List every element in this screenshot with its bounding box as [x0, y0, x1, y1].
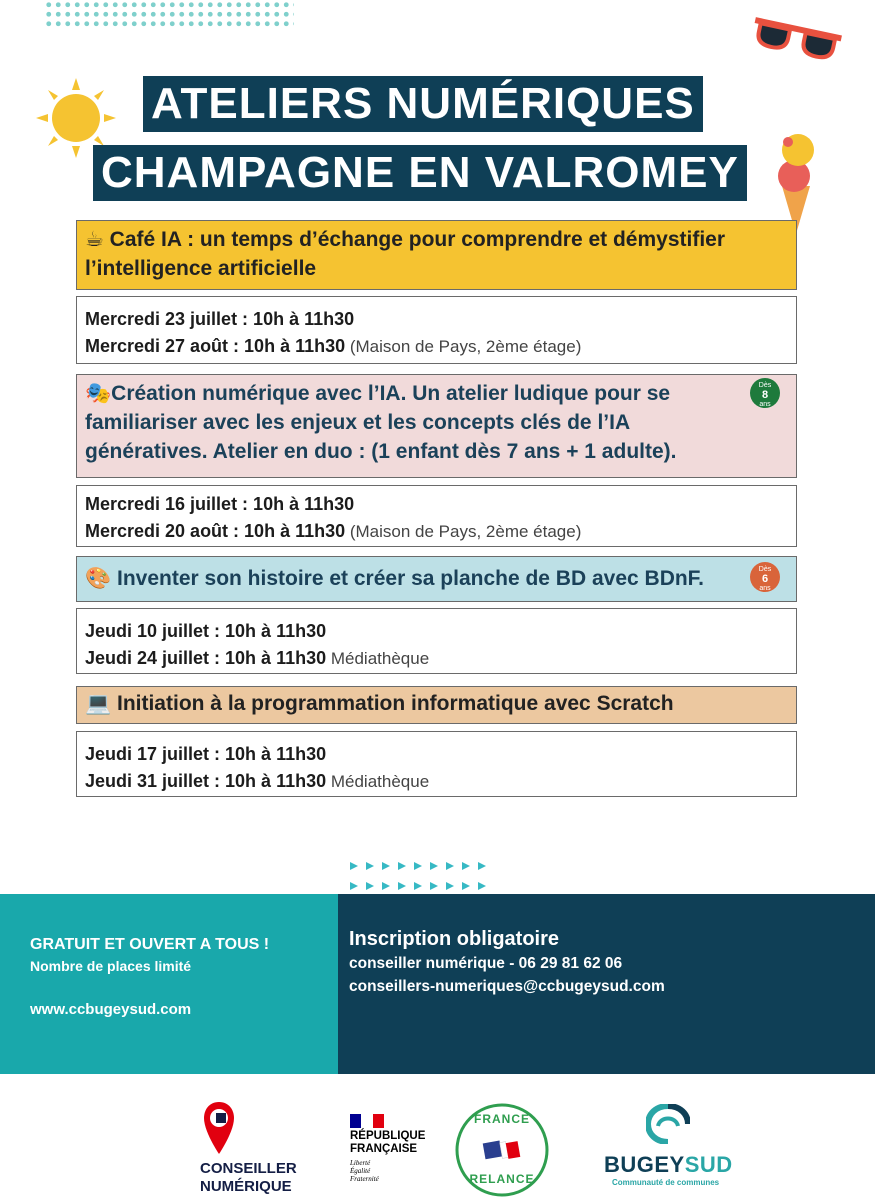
bugeysud-logo	[604, 1104, 734, 1194]
conseiller-numerique-logo	[196, 1100, 312, 1200]
republique-francaise-logo	[350, 1114, 440, 1194]
age-badge-8	[750, 378, 780, 408]
website-link[interactable]: www.ccbugeysud.com	[30, 1001, 192, 1018]
workshop-heading: ☕ Café IA : un temps d’échange pour comprendre et démystifier l’intelligence artificielle	[85, 228, 726, 280]
workshop-cafe-ia-heading-box	[76, 220, 797, 290]
decorative-dots	[44, 0, 294, 28]
age-badge-label: Dès	[758, 566, 772, 573]
workshop-bd-heading-box	[76, 556, 797, 602]
sunglasses-icon	[748, 12, 844, 68]
bugey-subtitle: Communauté de communes	[612, 1178, 720, 1187]
session-location: Médiathèque	[326, 772, 430, 791]
workshop-scratch-heading-box	[76, 686, 797, 724]
motto-line2: Égalité	[350, 1167, 371, 1175]
workshop-heading: 💻 Initiation à la programmation informatique avec Scratch	[85, 692, 674, 715]
workshop-creation-ia-heading-box	[76, 374, 797, 478]
france-relance-logo	[454, 1102, 550, 1198]
bugeysud-wave-icon	[646, 1104, 690, 1144]
title-line-2: CHAMPAGNE EN VALROMEY	[93, 145, 747, 201]
session-line	[85, 333, 788, 360]
session-date: Jeudi 10 juillet : 10h à 11h30	[85, 621, 327, 641]
limited-places-text: Nombre de places limité	[30, 958, 192, 974]
session-date: Mercredi 23 juillet : 10h à 11h30	[85, 309, 355, 329]
bugey-name-part1: BUGEY	[604, 1152, 685, 1177]
motto-line3: Fraternité	[350, 1175, 379, 1183]
location-pin-icon	[202, 1100, 236, 1156]
conseiller-logo-line1: CONSEILLER	[200, 1160, 297, 1177]
registration-title: Inscription obligatoire	[349, 928, 560, 950]
session-line	[85, 768, 788, 795]
republique-line1: RÉPUBLIQUE	[350, 1130, 426, 1142]
age-badge-number: 8	[761, 389, 769, 401]
session-line	[85, 518, 788, 545]
workshop-heading: 🎭Création numérique avec l’IA. Un atelier ludique pour se familiariser avec les enjeux et les concepts clés de l’IA génératives. Atelier en duo : (1 enfant dès 7 ans + 1 adulte).	[85, 382, 677, 463]
age-badge-number: 6	[761, 573, 769, 585]
footer-info-panel	[0, 894, 338, 1074]
conseiller-logo-line2: NUMÉRIQUE	[200, 1178, 292, 1195]
session-line	[85, 491, 788, 518]
marianne-flag-icon	[350, 1114, 384, 1128]
workshop-creation-ia-schedule	[76, 485, 797, 547]
free-open-text: GRATUIT ET OUVERT A TOUS !	[30, 936, 270, 953]
bugey-name-part2: SUD	[684, 1152, 733, 1177]
footer-registration-panel	[338, 894, 875, 1074]
email-contact[interactable]: conseillers-numeriques@ccbugeysud.com	[349, 978, 665, 995]
relance-bottom-text: RELANCE	[469, 1172, 535, 1186]
session-date: Jeudi 17 juillet : 10h à 11h30	[85, 744, 327, 764]
session-location: (Maison de Pays, 2ème étage)	[345, 522, 582, 541]
title-line-1: ATELIERS NUMÉRIQUES	[143, 76, 703, 132]
session-date: Jeudi 24 juillet : 10h à 11h30	[85, 648, 327, 668]
age-badge-unit: ans	[759, 401, 771, 408]
workshop-cafe-ia-schedule	[76, 296, 797, 364]
session-date: Mercredi 20 août : 10h à 11h30	[85, 521, 346, 541]
session-line	[85, 618, 788, 645]
phone-contact[interactable]: conseiller numérique - 06 29 81 62 06	[349, 955, 623, 972]
session-line	[85, 645, 788, 672]
age-badge-label: Dès	[758, 382, 772, 389]
age-badge-unit: ans	[759, 585, 771, 592]
republique-line2: FRANÇAISE	[350, 1143, 418, 1155]
session-date: Jeudi 31 juillet : 10h à 11h30	[85, 771, 327, 791]
workshop-scratch-schedule	[76, 731, 797, 797]
session-location: Médiathèque	[326, 649, 430, 668]
session-date: Mercredi 27 août : 10h à 11h30	[85, 336, 346, 356]
session-line	[85, 306, 788, 333]
workshop-bd-schedule	[76, 608, 797, 674]
session-line	[85, 741, 788, 768]
workshop-heading: 🎨 Inventer son histoire et créer sa planche de BD avec BDnF.	[85, 567, 705, 590]
age-badge-6	[750, 562, 780, 592]
relance-top-text: FRANCE	[474, 1112, 530, 1126]
session-date: Mercredi 16 juillet : 10h à 11h30	[85, 494, 355, 514]
session-location: (Maison de Pays, 2ème étage)	[345, 337, 582, 356]
motto-line1: Liberté	[350, 1159, 371, 1167]
